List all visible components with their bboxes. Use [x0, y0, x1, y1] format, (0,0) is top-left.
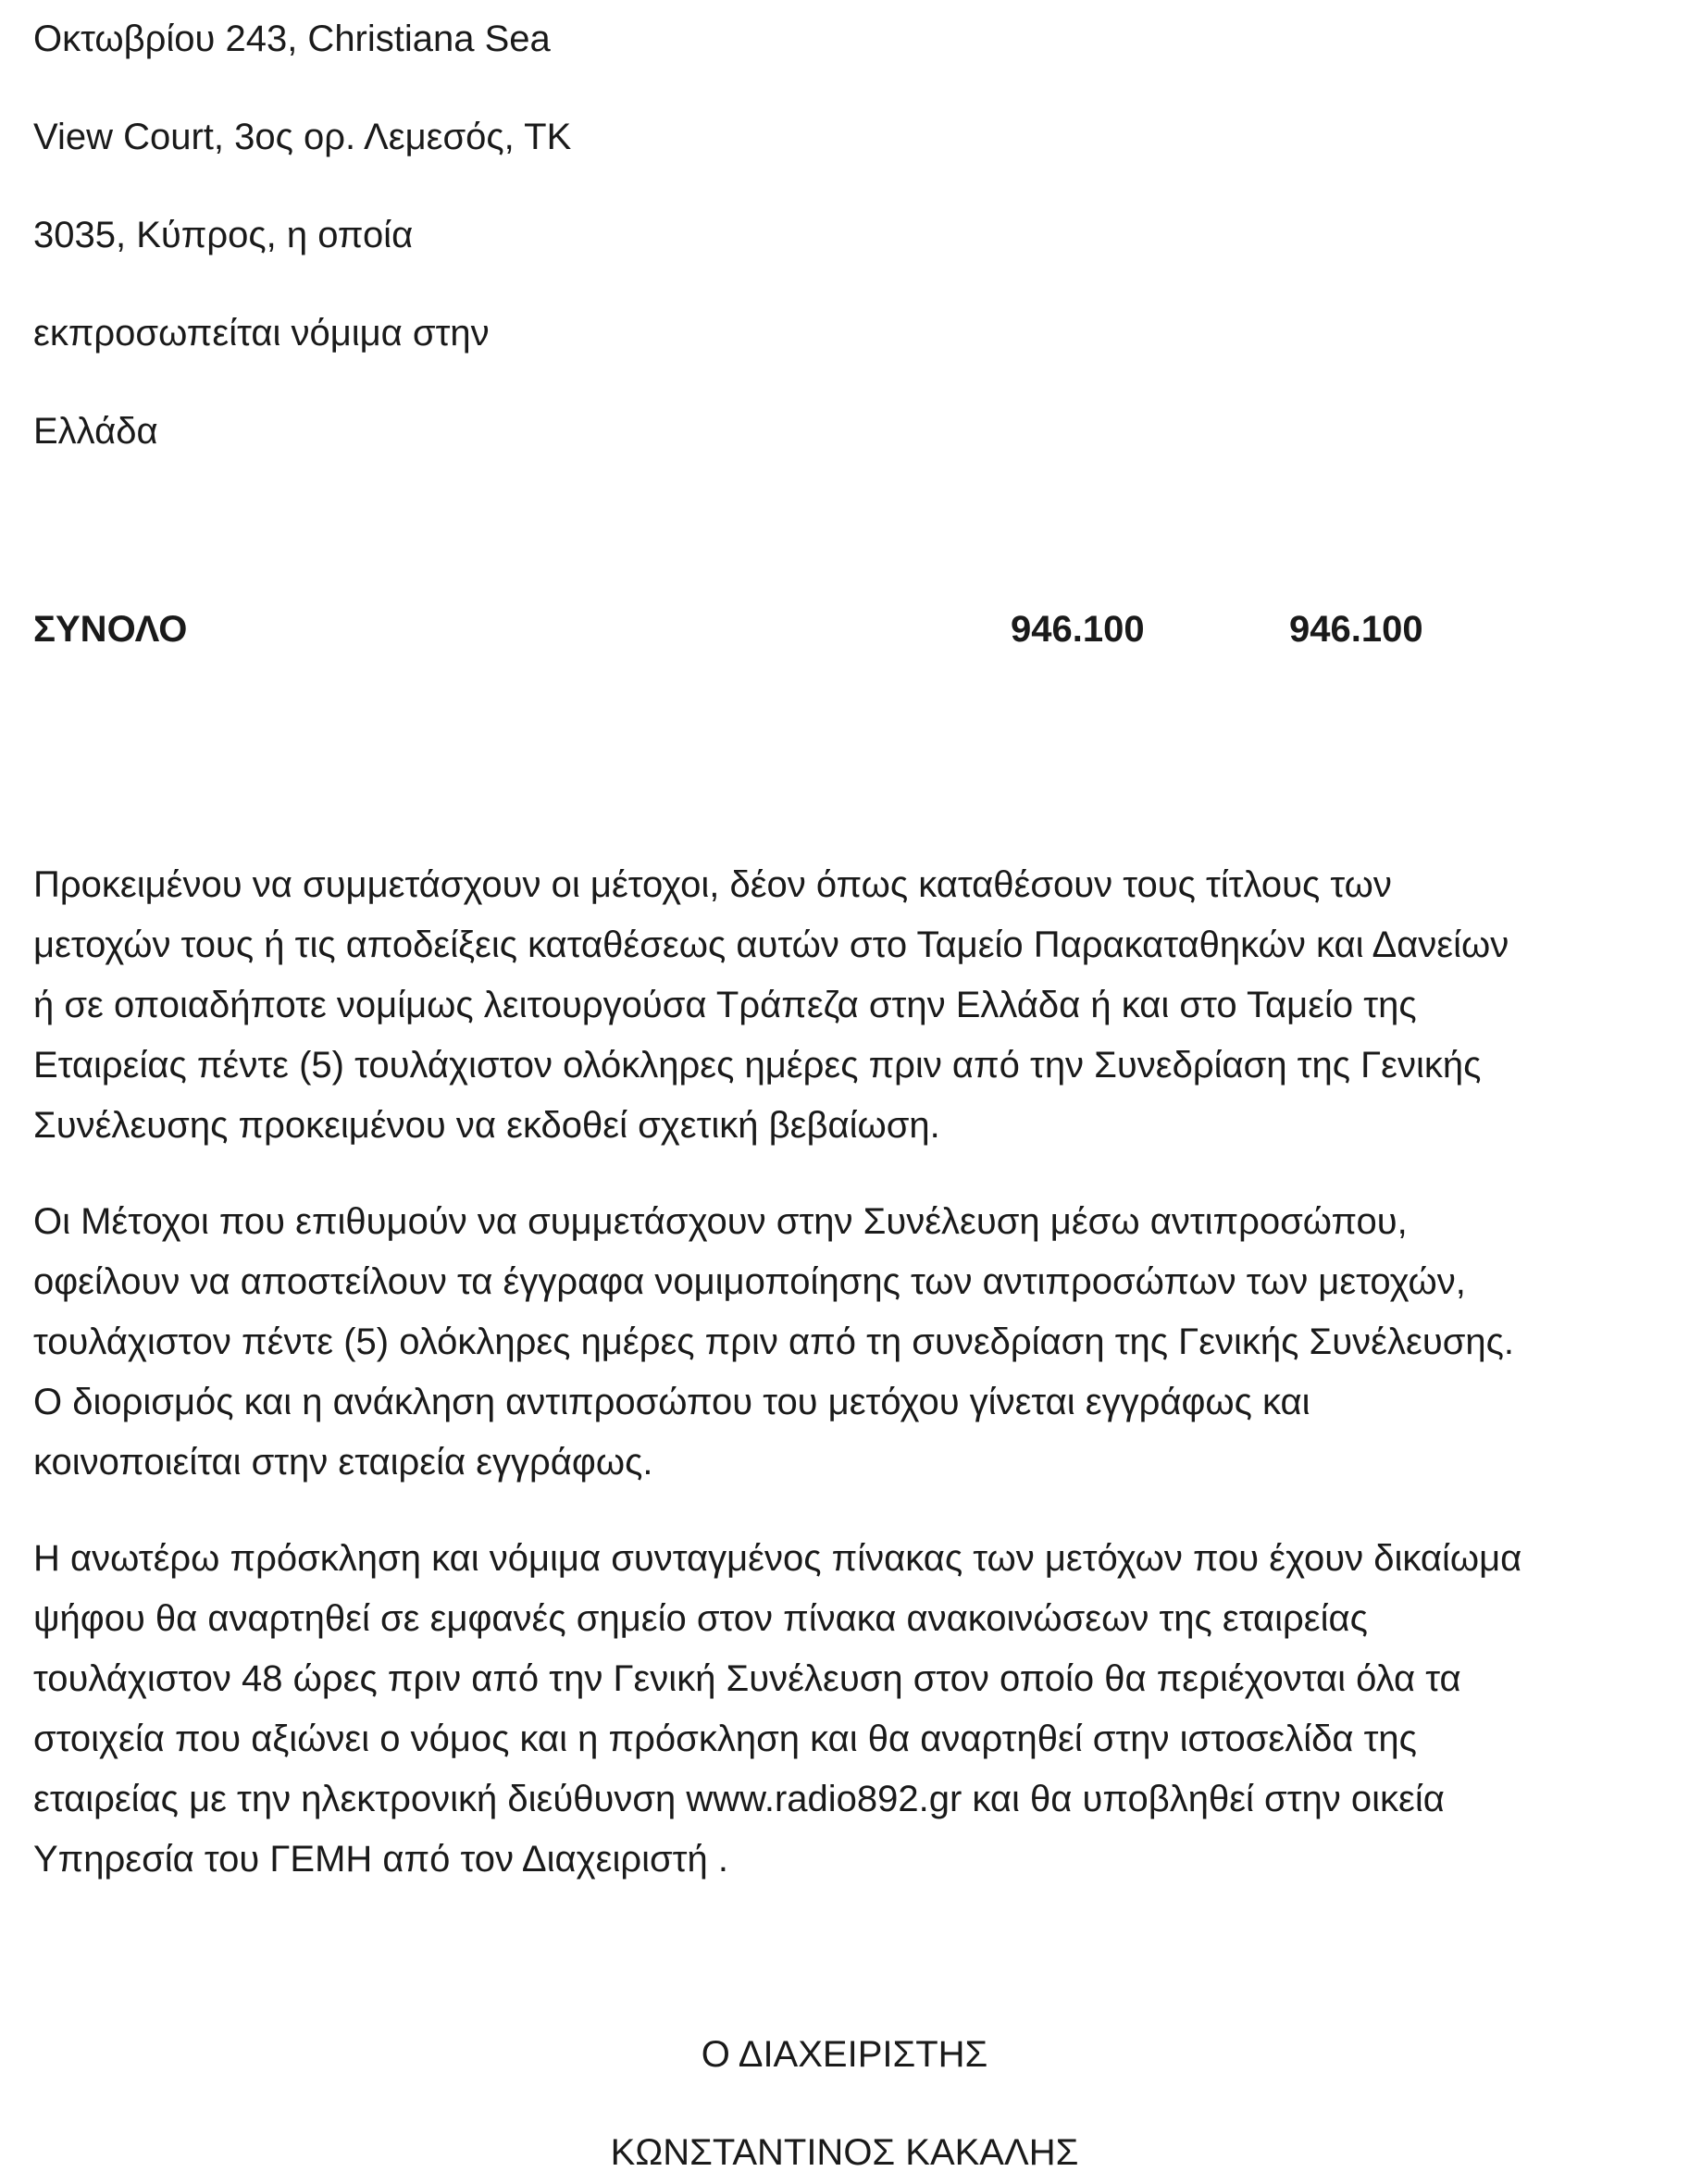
paragraph-proxy	[33, 1192, 1662, 1493]
paragraph-line: εταιρείας με την ηλεκτρονική διεύθυνση www.radio892.gr και θα υποβληθεί στην οικεία	[33, 1779, 1445, 1819]
paragraph-line: κοινοποιείται στην εταιρεία εγγράφως.	[33, 1442, 653, 1483]
paragraph-line: οφείλουν να αποστείλουν τα έγγραφα νομιμοποίησης των αντιπροσώπων των μετοχών,	[33, 1261, 1466, 1302]
total-value-1: 946.100	[1011, 609, 1145, 650]
paragraph-line: τουλάχιστον 48 ώρες πριν από την Γενική Συνέλευση στον οποίο θα περιέχονται όλα τα	[33, 1658, 1461, 1699]
paragraph-line: μετοχών τους ή τις αποδείξεις καταθέσεως αυτών στο Ταμείο Παρακαταθηκών και Δανείων	[33, 924, 1509, 965]
paragraph-line: Οι Μέτοχοι που επιθυμούν να συμμετάσχουν στην Συνέλευση μέσω αντιπροσώπου,	[33, 1201, 1408, 1242]
paragraph-line: ή σε οποιαδήποτε νομίμως λειτουργούσα Τράπεζα στην Ελλάδα ή και στο Ταμείο της	[33, 985, 1417, 1025]
signature-name: ΚΩΝΣΤΑΝΤΙΝΟΣ ΚΑΚΑΛΗΣ	[610, 2132, 1079, 2173]
paragraph-publication	[33, 1529, 1662, 1890]
paragraph-line: Η ανωτέρω πρόσκληση και νόμιμα συνταγμένος πίνακας των μετόχων που έχουν δικαίωμα	[33, 1538, 1522, 1579]
address-line-4: εκπροσωπείται νόμιμα στην	[33, 313, 490, 354]
paragraph-line: τουλάχιστον πέντε (5) ολόκληρες ημέρες πριν από τη συνεδρίαση της Γενικής Συνέλευσης.	[33, 1322, 1515, 1362]
address-line-1: Οκτωβρίου 243, Christiana Sea	[33, 19, 551, 59]
total-value-2: 946.100	[1289, 609, 1423, 650]
paragraph-line: στοιχεία που αξιώνει ο νόμος και η πρόσκληση και θα αναρτηθεί στην ιστοσελίδα της	[33, 1719, 1417, 1759]
address-line-5: Ελλάδα	[33, 411, 158, 452]
total-row	[0, 603, 1689, 655]
paragraph-line: Συνέλευσης προκειμένου να εκδοθεί σχετική βεβαίωση.	[33, 1105, 940, 1146]
total-label: ΣΥΝΟΛΟ	[33, 609, 188, 650]
signature-title: Ο ΔΙΑΧΕΙΡΙΣΤΗΣ	[701, 2034, 988, 2075]
paragraph-line: Προκειμένου να συμμετάσχουν οι μέτοχοι, δέον όπως καταθέσουν τους τίτλους των	[33, 864, 1392, 905]
paragraph-line: ψήφου θα αναρτηθεί σε εμφανές σημείο στον πίνακα ανακοινώσεων της εταιρείας	[33, 1598, 1368, 1639]
paragraph-participation	[33, 855, 1662, 1156]
address-line-2: View Court, 3ος ορ. Λεμεσός, ΤΚ	[33, 117, 572, 157]
paragraph-line: Εταιρείας πέντε (5) τουλάχιστον ολόκληρες ημέρες πριν από την Συνεδρίαση της Γενικής	[33, 1045, 1482, 1086]
address-line-3: 3035, Κύπρος, η οποία	[33, 215, 414, 255]
paragraph-line: Υπηρεσία του ΓΕΜΗ από τον Διαχειριστή .	[33, 1839, 728, 1880]
paragraph-line: Ο διορισμός και η ανάκληση αντιπροσώπου του μετόχου γίνεται εγγράφως και	[33, 1382, 1310, 1422]
